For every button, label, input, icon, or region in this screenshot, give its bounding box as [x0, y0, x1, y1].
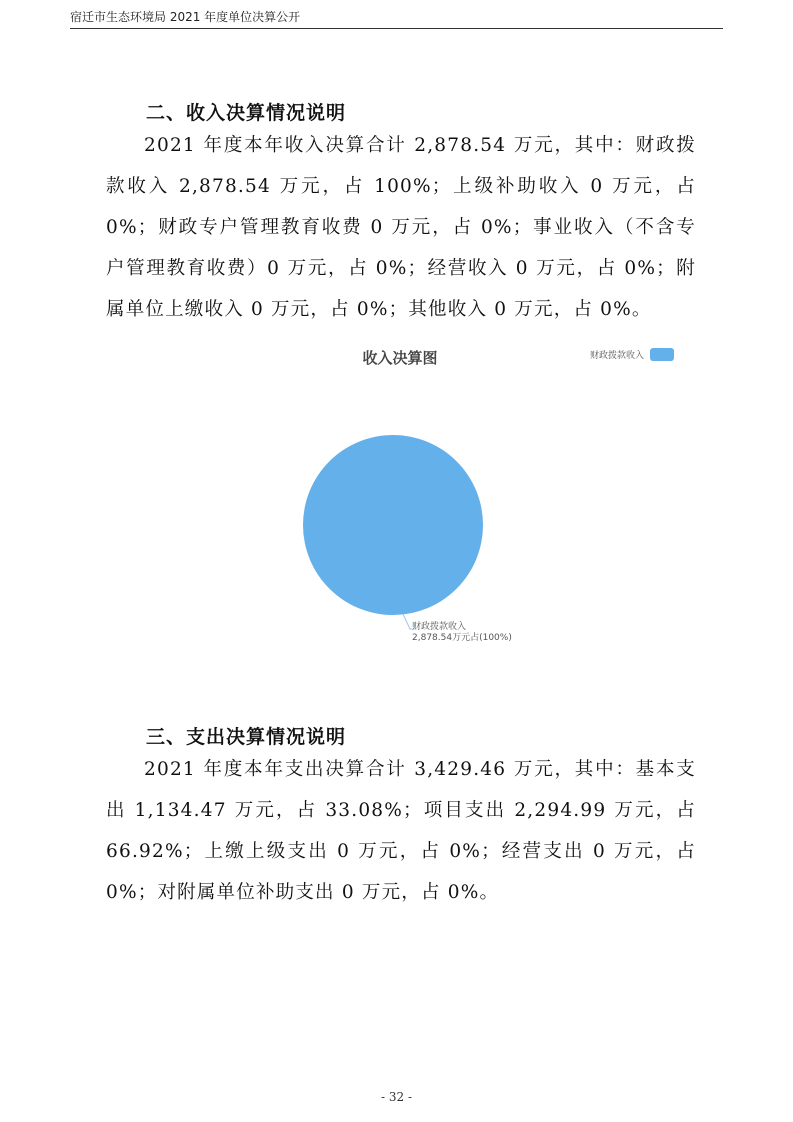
header-text: 宿迁市生态环境局 2021 年度单位决算公开: [70, 10, 301, 24]
chart-legend: [590, 346, 674, 362]
slice-label-value: 2,878.54万元占(100%): [412, 633, 512, 643]
legend-swatch: [650, 348, 674, 361]
section-title-expenditure: 三、支出决算情况说明: [146, 726, 347, 748]
section-title-income: 二、收入决算情况说明: [146, 102, 347, 124]
pie-chart-svg: [290, 420, 530, 650]
page-number: - 32 -: [380, 1090, 412, 1104]
slice-label-name: 财政拨款收入: [412, 622, 467, 632]
legend-label: 财政拨款收入: [590, 350, 645, 361]
income-paragraph: 2021 年度本年收入决算合计 2,878.54 万元，其中：财政拨款收入 2,878.54 万元，占 100%；上级补助收入 0 万元，占 0%；财政专户管理教育收费 0 万元，占 0%；事业收入（不含专户管理教育收费）0 万元，占 0%；经营收入 0 万元，占 0%；附属单位上缴收入 0 万元，占 0%；其他收入 0 万元，占 0%。: [106, 135, 696, 320]
pie-slice-0: [303, 435, 483, 615]
page-header: [70, 8, 723, 29]
expenditure-paragraph: 2021 年度本年支出决算合计 3,429.46 万元，其中：基本支出 1,134.47 万元，占 33.08%；项目支出 2,294.99 万元，占 66.92%；上缴上级支出 0 万元，占 0%；经营支出 0 万元，占 0%；对附属单位补助支出 0 万元，占 0%。: [106, 759, 696, 903]
chart-title: 收入决算图: [362, 349, 438, 367]
